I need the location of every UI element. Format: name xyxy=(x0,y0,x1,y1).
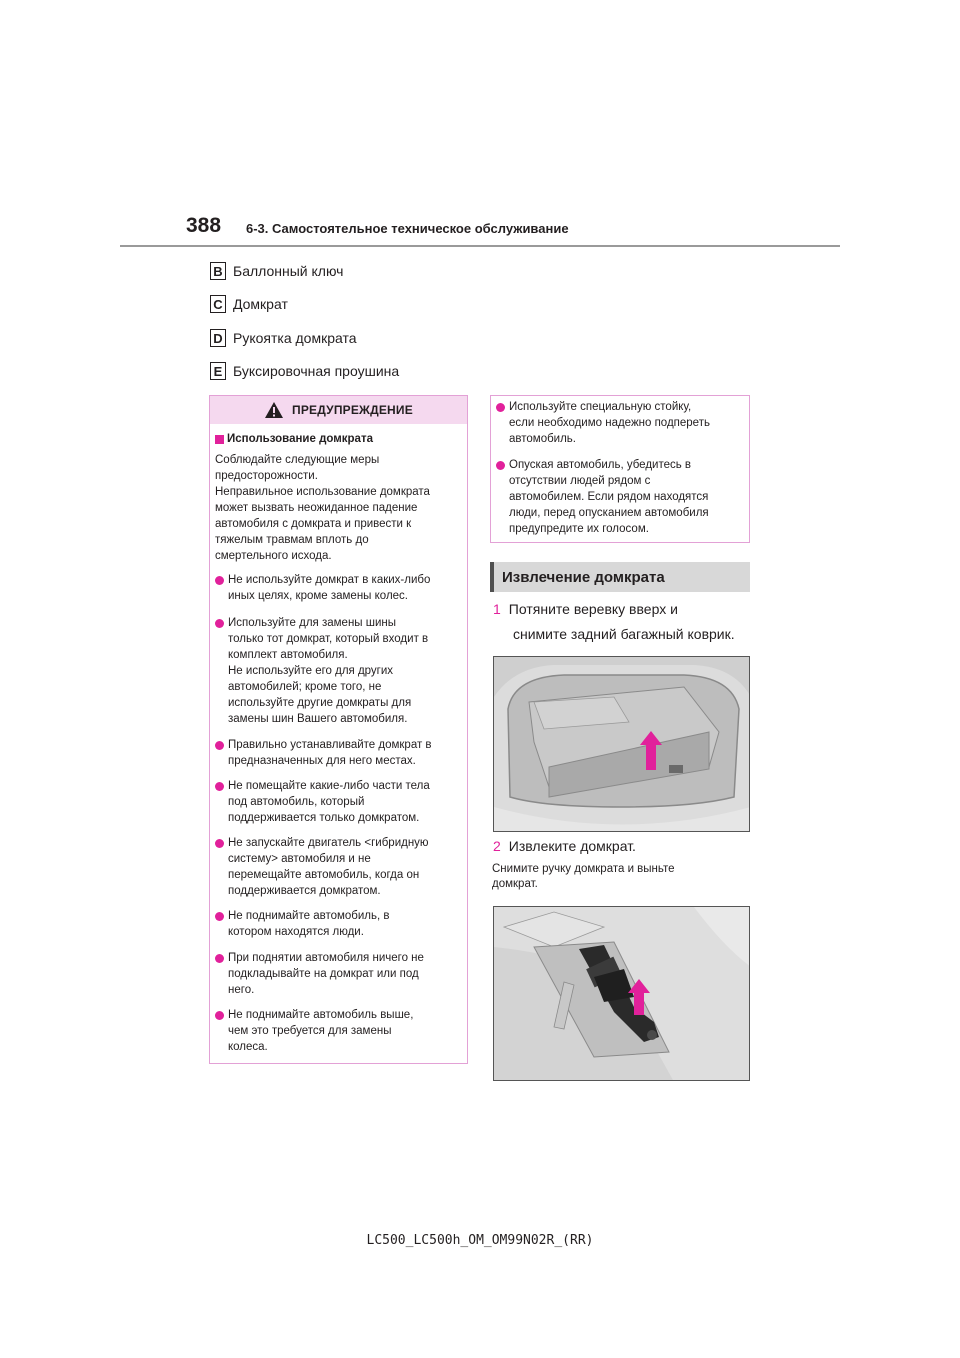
legend-text: Буксировочная проушина xyxy=(233,363,400,379)
legend-item-e xyxy=(210,362,399,380)
warning-bullet xyxy=(215,908,463,940)
warning-bullet xyxy=(496,457,744,537)
text-line: Соблюдайте следующие меры xyxy=(215,454,380,466)
text-line: перемещайте автомобиль, когда он xyxy=(228,869,420,881)
step-number: 1 xyxy=(493,601,501,617)
text-line: автомобилем. Если рядом находятся xyxy=(509,491,709,503)
legend-text: Баллонный ключ xyxy=(233,263,344,279)
bullet-dot-icon xyxy=(215,1011,224,1020)
text-line: предназначенных для него местах. xyxy=(228,755,416,767)
section-title: 6-3. Самостоятельное техническое обслуживание xyxy=(246,221,569,236)
warning-bullet xyxy=(496,399,744,447)
text-line: Опуская автомобиль, убедитесь в xyxy=(509,459,692,471)
jack-removal-illustration xyxy=(493,906,750,1081)
bullet-dot-icon xyxy=(215,954,224,963)
page-number: 388 xyxy=(186,214,222,237)
step-text-cont: снимите задний багажный коврик. xyxy=(513,626,735,642)
legend-text: Домкрат xyxy=(233,296,288,312)
warning-bullet xyxy=(215,835,463,899)
text-line: Не запускайте двигатель <гибридную xyxy=(228,837,429,849)
text-line: Не используйте домкрат в каких-либо xyxy=(228,574,431,586)
text-line: чем это требуется для замены xyxy=(228,1025,392,1037)
warning-bullet xyxy=(215,950,463,998)
text-line: Не поднимайте автомобиль, в xyxy=(228,910,390,922)
legend-letter: D xyxy=(210,329,226,347)
warning-intro xyxy=(215,452,461,564)
text-line: поддерживается домкратом. xyxy=(228,885,381,897)
warning-triangle-icon xyxy=(264,401,284,419)
text-line: Используйте специальную стойку, xyxy=(509,401,692,413)
text-line: домкрат. xyxy=(492,878,538,890)
bullet-dot-icon xyxy=(496,403,505,412)
text-line: комплект автомобиля. xyxy=(228,649,348,661)
text-line: тяжелым травмам вплоть до xyxy=(215,534,369,546)
text-line: Не помещайте какие-либо части тела xyxy=(228,780,430,792)
text-line: предупредите их голосом. xyxy=(509,523,649,535)
step-text: Потяните веревку вверх и xyxy=(508,601,678,617)
text-line: подкладывайте на домкрат или под xyxy=(228,968,419,980)
bullet-dot-icon xyxy=(215,782,224,791)
warning-subtitle xyxy=(215,433,373,445)
legend-item-b xyxy=(210,262,343,280)
trunk-mat-illustration xyxy=(493,656,750,832)
text-line: автомобиля с домкрата и привести к xyxy=(215,518,412,530)
warning-bullet xyxy=(215,737,463,769)
document-footer: LC500_LC500h_OM_OM99N02R_(RR) xyxy=(366,1233,594,1248)
legend-item-d xyxy=(210,329,357,347)
text-line: под автомобиль, который xyxy=(228,796,365,808)
legend-letter: C xyxy=(210,295,226,313)
text-line: отсутствии людей рядом с xyxy=(509,475,651,487)
bullet-dot-icon xyxy=(215,619,224,628)
text-line: него. xyxy=(228,984,255,996)
text-line: автомобилей; кроме того, не xyxy=(228,681,382,693)
step-number: 2 xyxy=(493,838,501,854)
bullet-dot-icon xyxy=(215,741,224,750)
bullet-dot-icon xyxy=(215,839,224,848)
warning-bullet xyxy=(215,778,463,826)
text-line: Не поднимайте автомобиль выше, xyxy=(228,1009,414,1021)
warning-bullet xyxy=(215,1007,463,1055)
text-line: Неправильное использование домкрата xyxy=(215,486,430,498)
step-1 xyxy=(493,598,735,645)
text-line: может вызвать неожиданное падение xyxy=(215,502,418,514)
legend-letter: B xyxy=(210,262,226,280)
text-line: люди, перед опусканием автомобиля xyxy=(509,507,709,519)
text-line: Используйте для замены шины xyxy=(228,617,397,629)
text-line: колеса. xyxy=(228,1041,268,1053)
step-2 xyxy=(493,835,636,857)
text-line: смертельного исхода. xyxy=(215,550,332,562)
text-line: Не используйте его для других xyxy=(228,665,394,677)
header-divider xyxy=(120,245,840,247)
warning-bullet xyxy=(215,615,463,727)
bullet-dot-icon xyxy=(215,912,224,921)
text-line: автомобиль. xyxy=(509,433,576,445)
text-line: Снимите ручку домкрата и выньте xyxy=(492,863,675,875)
text-line: предосторожности. xyxy=(215,470,318,482)
warning-title: ПРЕДУПРЕЖДЕНИЕ xyxy=(292,403,413,417)
warning-subtitle-text: Использование домкрата xyxy=(227,433,373,445)
text-line: только тот домкрат, который входит в xyxy=(228,633,429,645)
section-heading: Извлечение домкрата xyxy=(490,562,750,592)
square-bullet-icon xyxy=(215,435,224,444)
bullet-dot-icon xyxy=(496,461,505,470)
warning-box xyxy=(209,395,468,1064)
text-line: если необходимо надежно подпереть xyxy=(509,417,710,429)
text-line: При поднятии автомобиля ничего не xyxy=(228,952,424,964)
text-line: замены шин Вашего автомобиля. xyxy=(228,713,408,725)
step-text: Извлеките домкрат. xyxy=(508,838,636,854)
text-line: Правильно устанавливайте домкрат в xyxy=(228,739,432,751)
warning-header xyxy=(210,396,467,424)
text-line: используйте другие домкраты для xyxy=(228,697,412,709)
text-line: поддерживается только домкратом. xyxy=(228,812,420,824)
text-line: котором находятся люди. xyxy=(228,926,364,938)
step-2-description xyxy=(492,862,742,892)
legend-letter: E xyxy=(210,362,226,380)
warning-continuation-box xyxy=(490,395,750,543)
bullet-dot-icon xyxy=(215,576,224,585)
text-line: систему> автомобиля и не xyxy=(228,853,371,865)
legend-text: Рукоятка домкрата xyxy=(233,330,357,346)
warning-bullet xyxy=(215,572,463,604)
legend-item-c xyxy=(210,295,288,313)
text-line: иных целях, кроме замены колес. xyxy=(228,590,408,602)
